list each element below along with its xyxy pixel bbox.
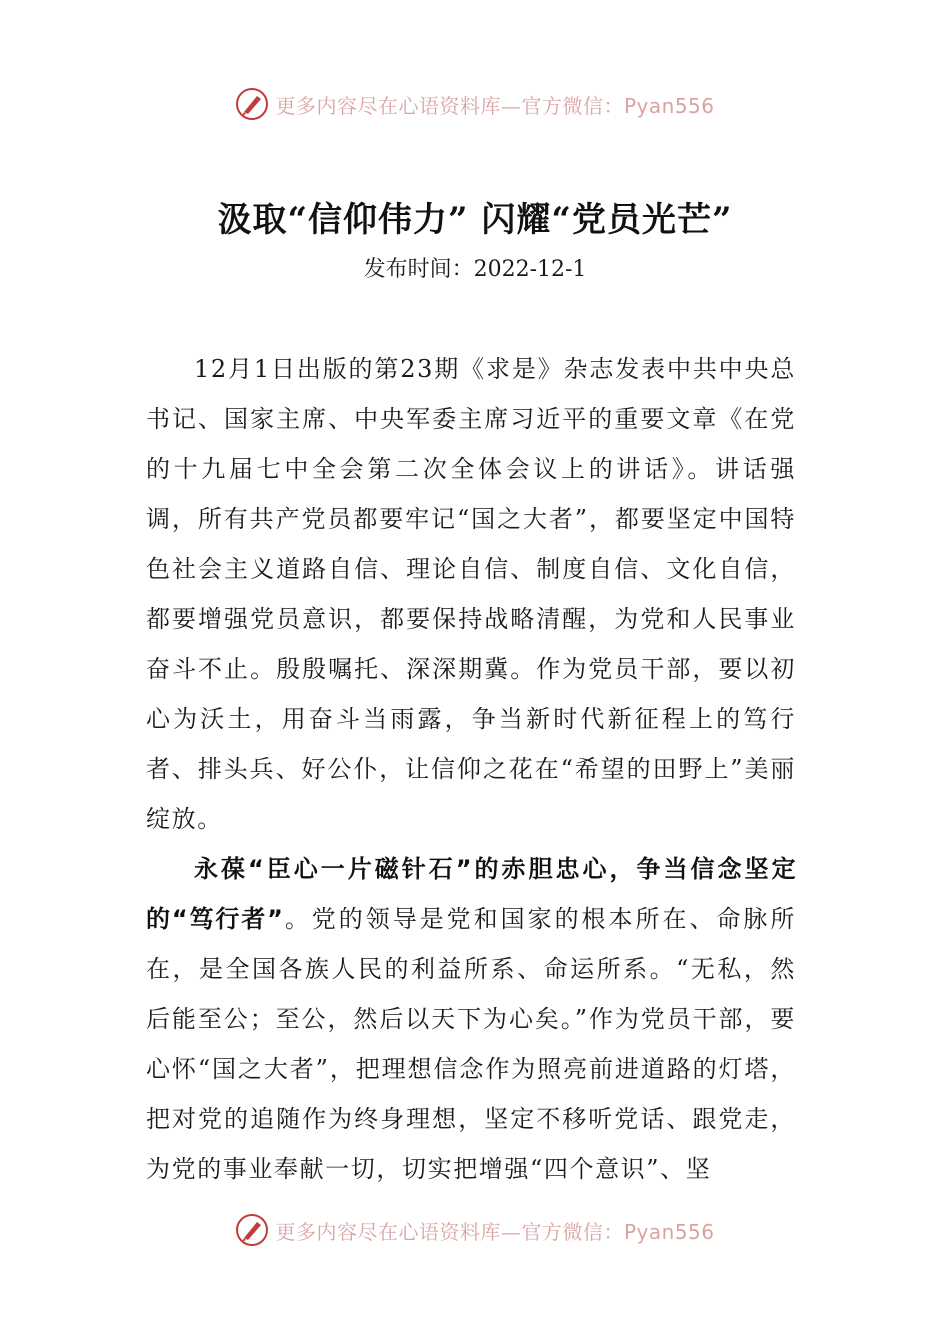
header-watermark <box>0 82 950 126</box>
paragraph-2-lead: 永葆“臣心一片磁针石”的赤胆忠心，争当信念坚定的“笃行者” <box>146 855 796 933</box>
publish-date <box>0 252 950 283</box>
wechat-id: Pyan556 <box>623 1219 715 1244</box>
watermark-text: 更多内容尽在心语资料库—官方微信：Pyan556 <box>275 1219 715 1244</box>
wechat-id: Pyan556 <box>623 93 715 118</box>
paragraph-2 <box>146 844 796 1194</box>
article-title: 汲取“信仰伟力” 闪耀“党员光芒” <box>217 200 733 240</box>
quill-pen-icon <box>235 1213 269 1247</box>
paragraph-2-body: 。党的领导是党和国家的根本所在、命脉所在，是全国各族人民的利益所系、命运所系。“无私，然后能至公；至公，然后以天下为心矣。”作为党员干部，要心怀“国之大者”，把理想信念作为照亮前进道路的灯塔，把对党的追随作为终身理想，坚定不移听党话、跟党走，为党的事业奉献一切，切实把增强“四个意识”、坚 <box>146 905 796 1183</box>
footer-watermark <box>0 1208 950 1252</box>
paragraph-1: 12月1日出版的第23期《求是》杂志发表中共中央总书记、国家主席、中央军委主席习近平的重要文章《在党的十九届七中全会第二次全体会议上的讲话》。讲话强调，所有共产党员都要牢记“国之大者”，都要坚定中国特色社会主义道路自信、理论自信、制度自信、文化自信，都要增强党员意识，都要保持战略清醒，为党和人民事业奋斗不止。殷殷嘱托、深深期冀。作为党员干部，要以初心为沃土，用奋斗当雨露，争当新时代新征程上的笃行者、排头兵、好公仆，让信仰之花在“希望的田野上”美丽绽放。 <box>146 355 796 833</box>
date-label: 发布时间： <box>363 257 474 282</box>
watermark-text: 更多内容尽在心语资料库—官方微信：Pyan556 <box>275 93 715 118</box>
quill-pen-icon <box>235 87 269 121</box>
date-value: 2022-12-1 <box>473 257 587 282</box>
article-body <box>146 344 796 1194</box>
